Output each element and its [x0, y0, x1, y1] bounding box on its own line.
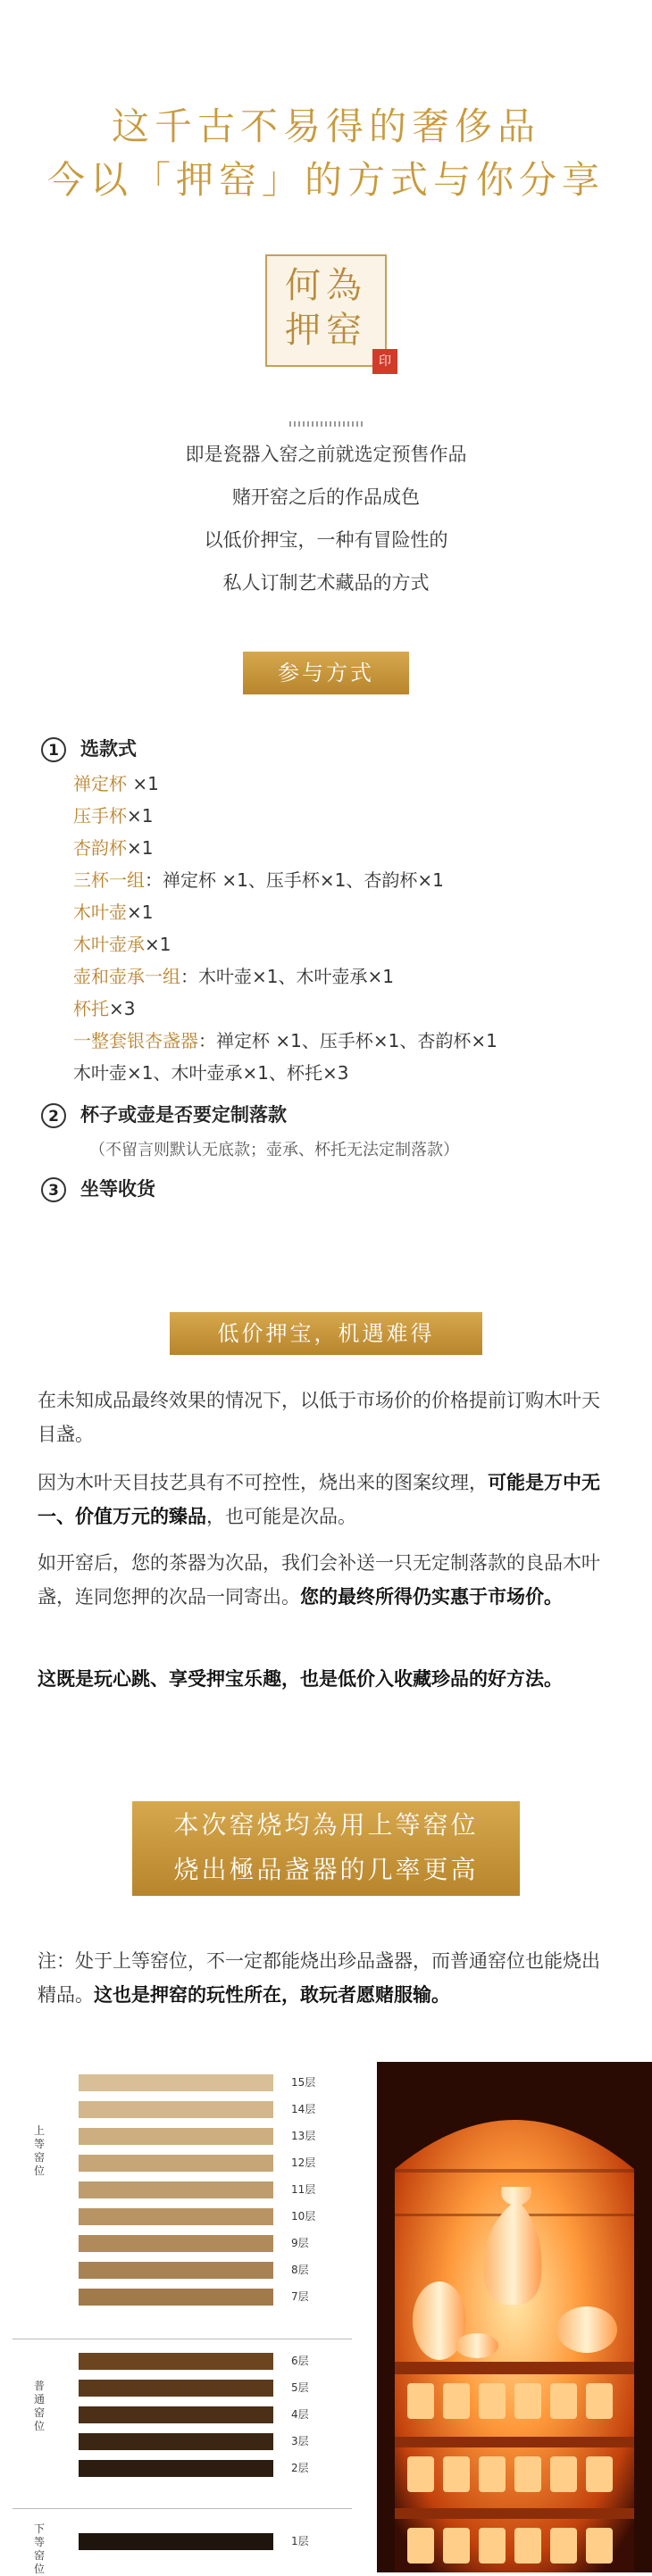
layer-label: 13层: [291, 2130, 316, 2142]
option-item: [73, 928, 171, 960]
step-1: [41, 734, 137, 764]
option-detail: ×3: [109, 998, 136, 1019]
layer-label: 10层: [291, 2210, 316, 2223]
highlight-text: 这也是押窑的玩性所在，敢玩者愿赌服输。: [94, 1984, 450, 2006]
option-detail: ×1: [145, 934, 171, 955]
option-name: 木叶壶承: [73, 934, 145, 955]
step-label: 坐等收货: [80, 1178, 155, 1200]
dotted-divider: [289, 421, 363, 427]
text-span: 注：处于上等窑位，不一定都能烧出珍品盏器，而普通窑位也能烧出精品。: [38, 1950, 600, 2006]
layer-bar: [79, 2406, 273, 2423]
hero-title-line2: 今以「押窑」的方式与你分享: [46, 158, 605, 202]
lowprice-paragraph-3: [38, 1546, 614, 1614]
layer-label: 2层: [291, 2462, 309, 2474]
step-3: [41, 1174, 155, 1204]
option-detail: ×1: [127, 773, 159, 794]
option-name: 壶和壶承一组: [73, 966, 180, 987]
layer-label: 9层: [291, 2237, 309, 2249]
intro-text: [0, 433, 652, 604]
option-set-continued: 木叶壶×1、木叶壶承×1、杯托×3: [73, 1062, 349, 1084]
kiln-photo: [377, 2062, 652, 2572]
layer-bar: [79, 2460, 273, 2477]
option-item: [73, 1025, 497, 1057]
option-detail: ×1: [127, 805, 154, 827]
intro-line: 赌开窑之后的作品成色: [232, 486, 420, 508]
layer-label: 8层: [291, 2264, 309, 2276]
step-label: 选款式: [80, 738, 137, 760]
layer-label: 6层: [291, 2355, 309, 2367]
step-2-note: （不留言则默认无底款；壶承、杯托无法定制落款）: [89, 1141, 459, 1159]
layer-bar: [79, 2235, 273, 2252]
step-number: 3: [41, 1177, 66, 1202]
layer-label: 14层: [291, 2103, 316, 2115]
option-item: [73, 960, 394, 993]
kiln-note: [38, 1944, 614, 2012]
layer-bar: [79, 2181, 273, 2198]
option-item: [73, 832, 153, 864]
option-item: [73, 993, 135, 1025]
option-name: 木叶壶: [73, 902, 127, 923]
lowprice-title: 低价押宝，机遇难得: [170, 1312, 482, 1355]
layer-bar: [79, 2128, 273, 2145]
layer-bar: [79, 2155, 273, 2172]
layer-label: 5层: [291, 2381, 309, 2394]
lowprice-paragraph-4: 这既是玩心跳、享受押宝乐趣，也是低价入收藏珍品的好方法。: [38, 1668, 563, 1690]
group-divider: [13, 2508, 352, 2509]
intro-line: 以低价押宝，一种有冒险性的: [204, 529, 448, 551]
option-detail: ：禅定杯 ×1、压手杯×1、杏韵杯×1: [145, 869, 444, 891]
option-name: 三杯一组: [73, 869, 145, 891]
participation-title: 参与方式: [243, 652, 409, 694]
red-stamp-icon: 印: [372, 349, 397, 374]
text-span: ，也可能是次品。: [206, 1506, 356, 1527]
seal-line2: 押窑: [285, 310, 367, 351]
seal-line1: 何為: [285, 265, 367, 306]
option-detail: ：禅定杯 ×1、压手杯×1、杏韵杯×1: [198, 1030, 497, 1051]
layer-label: 7层: [291, 2290, 309, 2303]
kiln-fire-illustration: [377, 2062, 652, 2572]
kiln-layer-chart: [0, 2062, 364, 2575]
option-item: [73, 896, 153, 928]
hero-title-line1: 这千古不易得的奢侈品: [111, 104, 540, 148]
seal-text: [267, 263, 385, 353]
layer-label: 12层: [291, 2156, 316, 2169]
intro-line: 即是瓷器入窑之前就选定预售作品: [185, 444, 467, 465]
layer-label: 1层: [291, 2535, 309, 2547]
step-label: 杯子或壶是否要定制落款: [80, 1104, 287, 1126]
text-span: 因为木叶天目技艺具有不可控性，烧出来的图案纹理，: [38, 1472, 488, 1493]
kiln-title-line1: 本次窑烧均為用上等窑位: [173, 1810, 479, 1840]
layer-bar: [79, 2074, 273, 2091]
highlight-text: 您的最终所得仍实惠于市场价。: [300, 1586, 563, 1608]
lowprice-paragraph-1: 在未知成品最终效果的情况下，以低于市场价的价格提前订购木叶天目盏。: [38, 1390, 600, 1445]
seal-box: [265, 254, 391, 369]
layer-label: 11层: [291, 2183, 316, 2196]
layer-label: 4层: [291, 2408, 309, 2421]
layer-bar: [79, 2101, 273, 2118]
group-label-lower: 下等窑位: [33, 2522, 45, 2575]
option-name: 压手杯: [73, 805, 127, 827]
option-name: 禅定杯: [73, 773, 127, 794]
layer-label: 15层: [291, 2076, 316, 2089]
highlight-text: 可能是万中无一、价值万元的臻品: [38, 1472, 600, 1527]
option-item: [73, 864, 444, 896]
option-detail: ：木叶壶×1、木叶壶承×1: [180, 966, 394, 987]
layer-bar: [79, 2433, 273, 2450]
layer-bar: [79, 2353, 273, 2370]
option-name: 杯托: [73, 998, 109, 1019]
option-item: [73, 800, 153, 832]
step-number: 2: [41, 1103, 66, 1128]
option-item: [73, 768, 159, 800]
layer-bar: [79, 2533, 273, 2550]
layer-bar: [79, 2262, 273, 2279]
option-name: 杏韵杯: [73, 837, 127, 859]
layer-label: 3层: [291, 2435, 309, 2447]
step-number: 1: [41, 737, 66, 762]
layer-bar: [79, 2380, 273, 2397]
layer-bar: [79, 2208, 273, 2225]
option-detail: ×1: [127, 837, 154, 859]
kiln-section-title: [132, 1801, 520, 1896]
step-2: [41, 1100, 287, 1130]
text-span: 如开窑后，您的茶器为次品，我们会补送一只无定制落款的良品木叶盏，连同您押的次品一同寄出。: [38, 1552, 600, 1608]
option-detail: ×1: [127, 902, 154, 923]
kiln-title-line2: 烧出極品盏器的几率更高: [173, 1855, 479, 1884]
group-label-normal: 普通窑位: [33, 2380, 45, 2432]
lowprice-paragraph-2: [38, 1466, 614, 1533]
option-name: 一整套银杏盏器: [73, 1030, 198, 1051]
intro-line: 私人订制艺术藏品的方式: [222, 572, 430, 594]
layer-bar: [79, 2289, 273, 2306]
group-label-upper: 上等窑位: [33, 2124, 45, 2177]
